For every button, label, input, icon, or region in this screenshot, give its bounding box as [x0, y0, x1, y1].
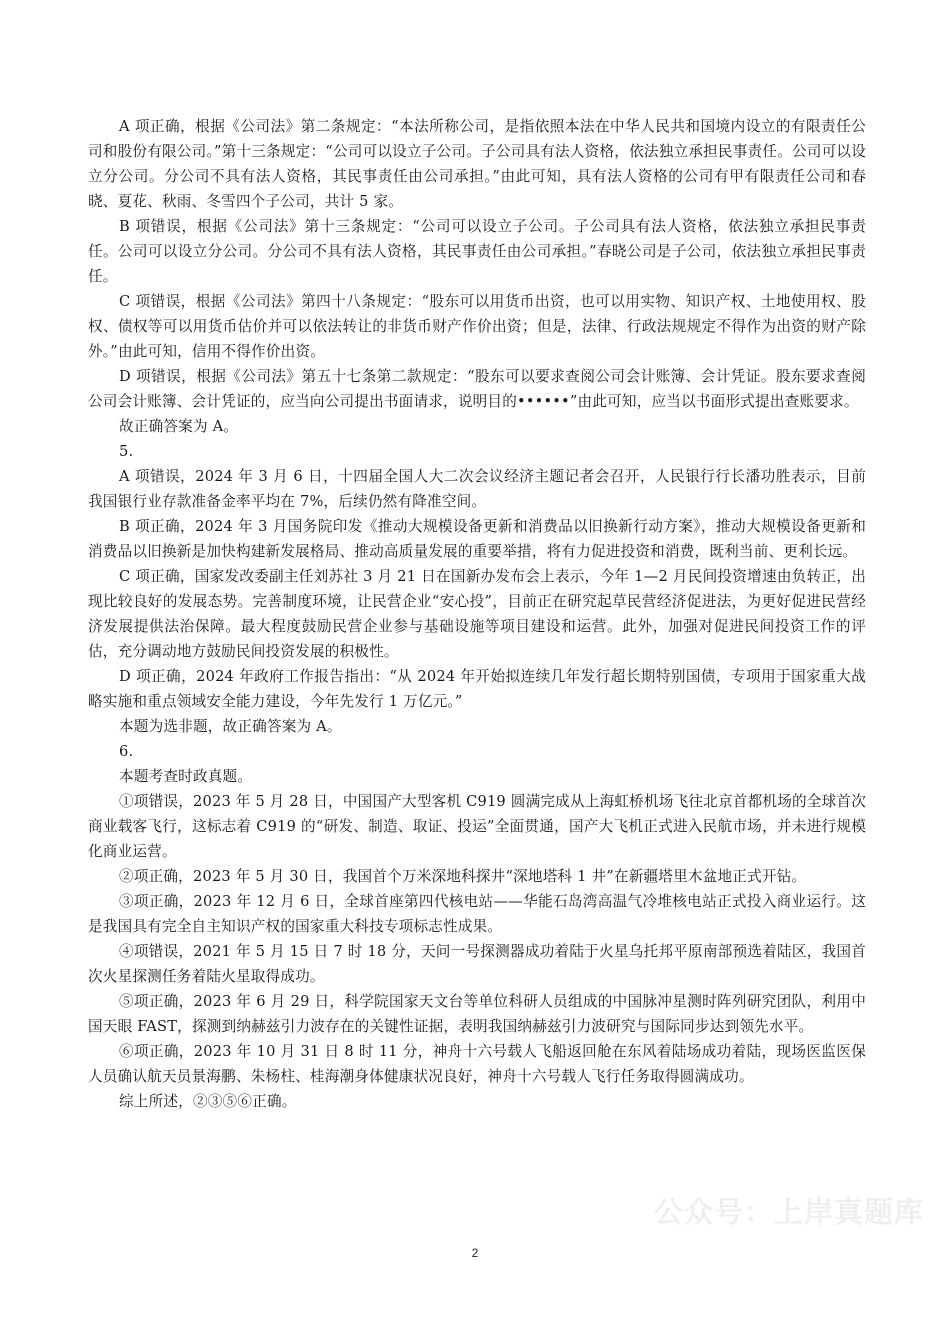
paragraph-5-d: D 项正确，2024 年政府工作报告指出：“从 2024 年开始拟连续几年发行超长期特别国债，专项用于国家重大战略实施和重点领域安全能力建设，今年先发行 1 万亿元。”	[88, 668, 866, 710]
paragraph-6-intro: 本题考查时政真题。	[119, 768, 253, 785]
answer-explanation-text	[88, 114, 866, 1114]
paragraph-5-c: C 项正确，国家发改委副主任刘苏社 3 月 21 日在国新办发布会上表示，今年 1—2 月民间投资增速由负转正，出现比较良好的发展态势。完善制度环境，让民营企业“安心投”，目前正在研究起草民营经济促进法，为更好促进民营经济发展提供法治保障。最大程度鼓励民营企业参与基础设施等项目建设和运营。此外，加强对促进民间投资工作的评估，充分调动地方鼓励民间投资发展的积极性。	[88, 568, 866, 660]
paragraph-4-b: B 项错误，根据《公司法》第十三条规定：“公司可以设立子公司。子公司具有法人资格，依法独立承担民事责任。公司可以设立分公司。分公司不具有法人资格，其民事责任由公司承担。”春晓公司是子公司，依法独立承担民事责任。	[88, 218, 866, 285]
paragraph-6-answer: 综上所述，②③⑤⑥正确。	[119, 1093, 297, 1110]
paragraph-4-c: C 项错误，根据《公司法》第四十八条规定：“股东可以用货币出资，也可以用实物、知识产权、土地使用权、股权、债权等可以用货币估价并可以依法转让的非货币财产作价出资；但是，法律、行政法规规定不得作为出资的财产除外。”由此可知，信用不得作价出资。	[88, 293, 866, 360]
question-number-6: 6.	[119, 743, 134, 760]
paragraph-6-item-2: ②项正确，2023 年 5 月 30 日，我国首个万米深地科探井“深地塔科 1 井”在新疆塔里木盆地正式开钻。	[119, 868, 807, 885]
watermark: 公众号：上岸真题库	[654, 1195, 925, 1229]
question-number-5: 5.	[119, 443, 134, 460]
paragraph-6-item-4: ④项错误，2021 年 5 月 15 日 7 时 18 分，天问一号探测器成功着陆于火星乌托邦平原南部预选着陆区，我国首次火星探测任务着陆火星取得成功。	[88, 943, 866, 985]
paragraph-4-a: A 项正确，根据《公司法》第二条规定：“本法所称公司，是指依照本法在中华人民共和国境内设立的有限责任公司和股份有限公司。”第十三条规定：“公司可以设立子公司。子公司具有法人资格，依法独立承担民事责任。公司可以设立分公司。分公司不具有法人资格，其民事责任由公司承担。”由此可知，具有法人资格的公司有甲有限责任公司和春晓、夏花、秋雨、冬雪四个子公司，共计 5 家。	[88, 118, 866, 210]
paragraph-6-item-1: ①项错误，2023 年 5 月 28 日，中国国产大型客机 C919 圆满完成从上海虹桥机场飞往北京首都机场的全球首次商业载客飞行，这标志着 C919 的“研发、制造、取证、投运”全面贯通，国产大飞机正式进入民航市场，并未进行规模化商业运营。	[88, 793, 866, 860]
paragraph-5-b: B 项正确，2024 年 3 月国务院印发《推动大规模设备更新和消费品以旧换新行动方案》，推动大规模设备更新和消费品以旧换新是加快构建新发展格局、推动高质量发展的重要举措，将有力促进投资和消费，既利当前、更利长远。	[88, 518, 866, 560]
paragraph-5-answer: 本题为选非题，故正确答案为 A。	[119, 718, 342, 735]
paragraph-4-answer: 故正确答案为 A。	[119, 418, 239, 435]
paragraph-4-d: D 项错误，根据《公司法》第五十七条第二款规定：“股东可以要求查阅公司会计账簿、会计凭证。股东要求查阅公司会计账簿、会计凭证的，应当向公司提出书面请求，说明目的••••••”由此可知，应当以书面形式提出查账要求。	[88, 368, 866, 410]
paragraph-6-item-6: ⑥项正确，2023 年 10 月 31 日 8 时 11 分，神舟十六号载人飞船返回舱在东风着陆场成功着陆，现场医监医保人员确认航天员景海鹏、朱杨柱、桂海潮身体健康状况良好，神舟十六号载人飞行任务取得圆满成功。	[88, 1043, 866, 1085]
paragraph-5-a: A 项错误，2024 年 3 月 6 日，十四届全国人大二次会议经济主题记者会召开，人民银行行长潘功胜表示，目前我国银行业存款准备金率平均在 7%，后续仍然有降准空间。	[88, 468, 866, 510]
paragraph-6-item-5: ⑤项正确，2023 年 6 月 29 日，科学院国家天文台等单位科研人员组成的中国脉冲星测时阵列研究团队，利用中国天眼 FAST，探测到纳赫兹引力波存在的关键性证据，表明我国纳赫兹引力波研究与国际同步达到领先水平。	[88, 993, 866, 1035]
paragraph-6-item-3: ③项正确，2023 年 12 月 6 日，全球首座第四代核电站——华能石岛湾高温气冷堆核电站正式投入商业运行。这是我国具有完全自主知识产权的国家重大科技专项标志性成果。	[88, 893, 866, 935]
page-number: 2	[471, 1246, 479, 1260]
